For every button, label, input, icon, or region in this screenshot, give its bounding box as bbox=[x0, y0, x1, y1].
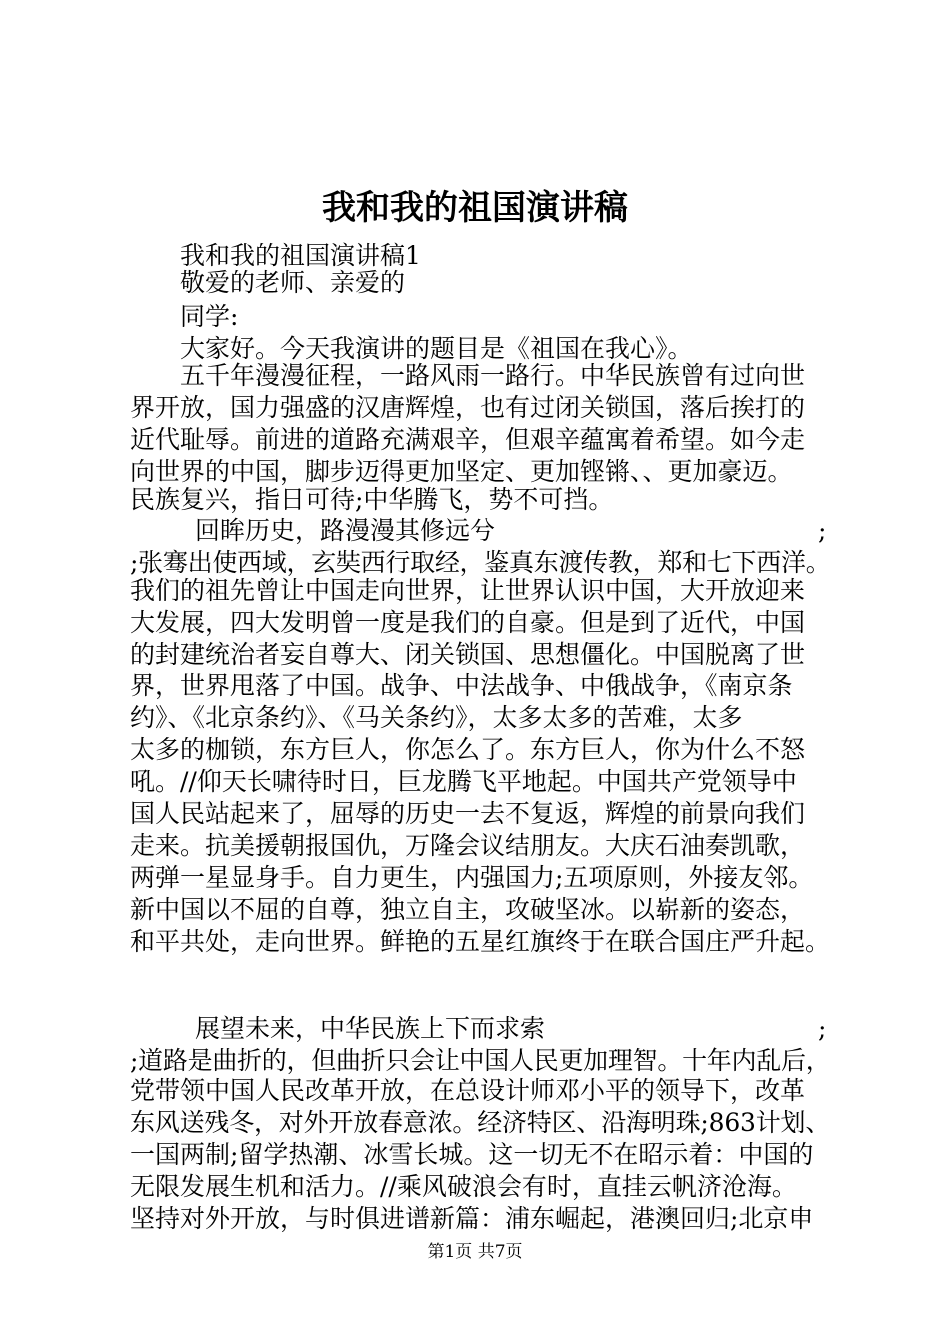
text-line: 约》、《北京条约》、《马关条约》，太多太多的苦难，太多 bbox=[130, 703, 743, 732]
text-line: 和平共处，走向世界。鲜艳的五星红旗终于在联合国庄严升起。 bbox=[130, 927, 831, 956]
text-line: 党带领中国人民改革开放，在总设计师邓小平的领导下，改革 bbox=[130, 1076, 806, 1105]
text-line: 近代耻辱。前进的道路充满艰辛，但艰辛蕴寓着希望。如今走 bbox=[130, 425, 806, 454]
text-line: 东风送残冬，对外开放春意浓。经济特区、沿海明珠;863计划、 bbox=[130, 1108, 831, 1137]
text-line: 吼。//仰天长啸待时日，巨龙腾飞平地起。中国共产党领导中 bbox=[130, 767, 797, 796]
page-footer: 第1页 共7页 bbox=[427, 1242, 523, 1262]
text-line: ;张骞出使西域，玄奘西行取经，鉴真东渡传教，郑和七下西洋。 bbox=[130, 548, 831, 577]
subtitle-line: 我和我的祖国演讲稿1 bbox=[180, 241, 421, 270]
text-line: 坚持对外开放，与时俱进谱新篇：浦东崛起，港澳回归;北京申 bbox=[130, 1204, 814, 1233]
text-line: 新中国以不屈的自尊，独立自主，攻破坚冰。以崭新的姿态， bbox=[130, 895, 806, 924]
text-line: 界，世界甩落了中国。战争、中法战争、中俄战争，《南京条 bbox=[130, 671, 793, 700]
text-line: 我们的祖先曾让中国走向世界，让世界认识中国，大开放迎来 bbox=[130, 576, 806, 605]
text-line: 无限发展生机和活力。//乘风破浪会有时，直挂云帆济沧海。 bbox=[130, 1172, 797, 1201]
text-line: ; bbox=[818, 1014, 827, 1043]
text-line: ;道路是曲折的，但曲折只会让中国人民更加理智。十年内乱后， bbox=[130, 1046, 831, 1075]
text-line: 界开放，国力强盛的汉唐辉煌，也有过闭关锁国，落后挨打的 bbox=[130, 393, 806, 422]
salutation-line: 敬爱的老师、亲爱的 bbox=[180, 268, 406, 297]
text-line: 太多的枷锁，东方巨人，你怎么了。东方巨人，你为什么不怒 bbox=[130, 735, 806, 764]
text-line: ; bbox=[818, 516, 827, 545]
text-line: 回眸历史，路漫漫其修远兮 bbox=[195, 516, 496, 545]
text-line: 走来。抗美援朝报国仇，万隆会议结朋友。大庆石油奏凯歌， bbox=[130, 831, 806, 860]
text-line: 大发展，四大发明曾一度是我们的自豪。但是到了近代，中国 bbox=[130, 608, 806, 637]
document-title: 我和我的祖国演讲稿 bbox=[322, 188, 628, 228]
text-line: 展望未来，中华民族上下而求索 bbox=[195, 1014, 546, 1043]
salutation-line: 同学: bbox=[180, 302, 239, 331]
text-line: 民族复兴，指日可待;中华腾飞，势不可挡。 bbox=[130, 485, 614, 514]
text-line: 两弹一星显身手。自力更生，内强国力;五项原则，外接友邻。 bbox=[130, 863, 814, 892]
text-line: 向世界的中国，脚步迈得更加坚定、更加铿锵、、更加豪迈。 bbox=[130, 457, 793, 486]
text-line: 一国两制;留学热潮、冰雪长城。这一切无不在昭示着：中国的 bbox=[130, 1140, 814, 1169]
text-line: 大家好。今天我演讲的题目是《祖国在我心》。 bbox=[180, 334, 693, 363]
text-line: 五千年漫漫征程，一路风雨一路行。中华民族曾有过向世 bbox=[180, 361, 806, 390]
text-line: 的封建统治者妄自尊大、闭关锁国、思想僵化。中国脱离了世 bbox=[130, 640, 806, 669]
text-line: 国人民站起来了，屈辱的历史一去不复返，辉煌的前景向我们 bbox=[130, 799, 806, 828]
